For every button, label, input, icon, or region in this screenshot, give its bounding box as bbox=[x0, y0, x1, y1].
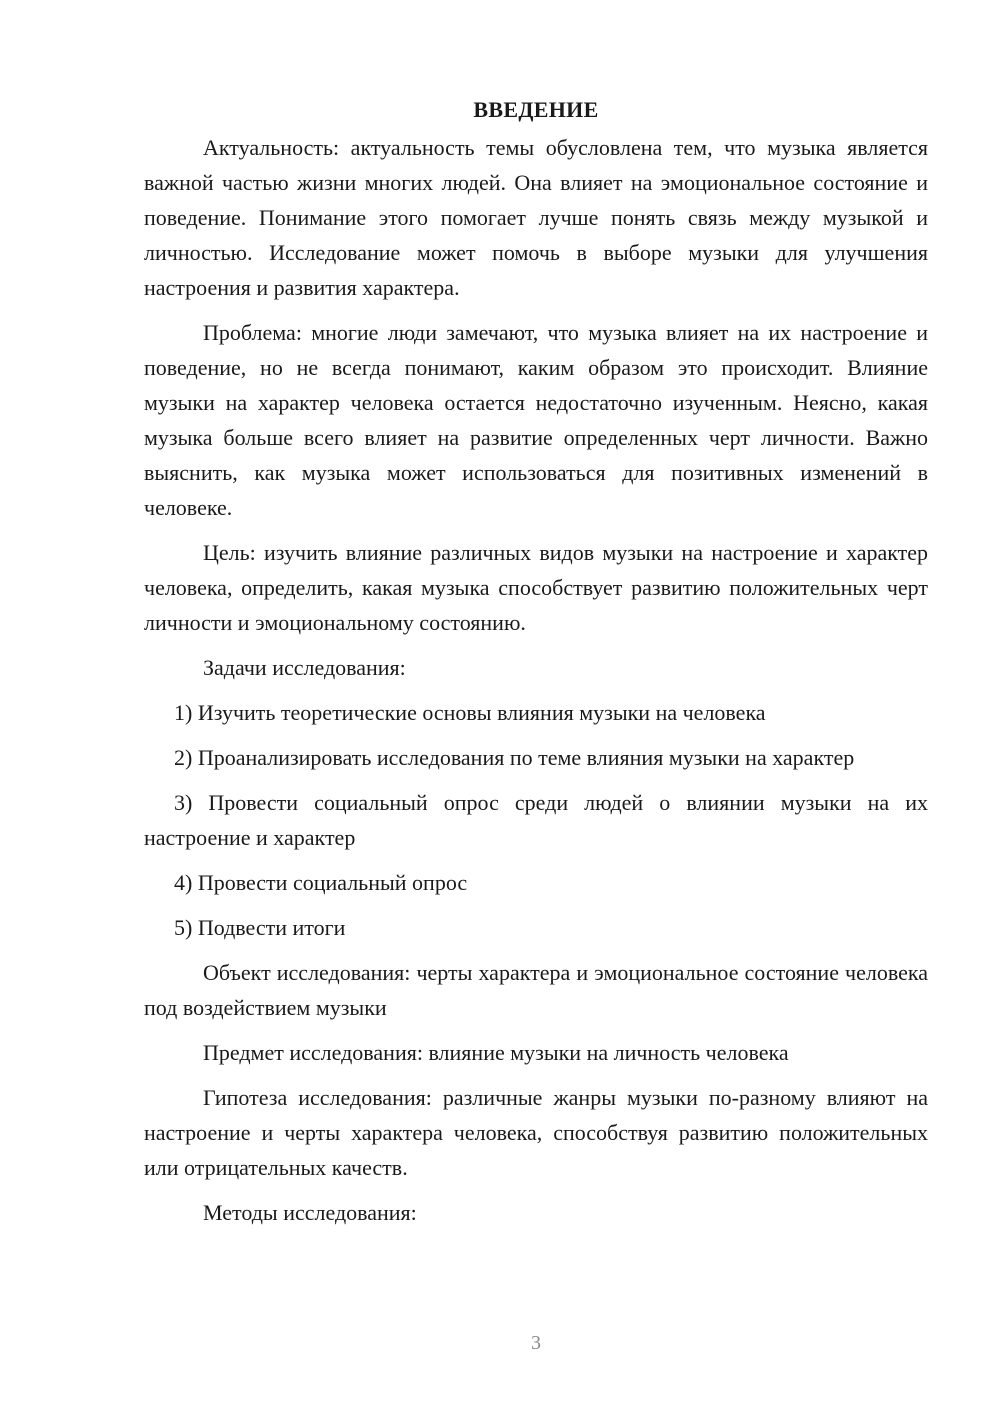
task-item-2: 2) Проанализировать исследования по теме влияния музыки на характер bbox=[174, 745, 855, 770]
paragraph-subject: Предмет исследования: влияние музыки на личность человека bbox=[203, 1040, 789, 1065]
paragraph-methods: Методы исследования: bbox=[203, 1200, 417, 1225]
paragraph-goal: Цель: изучить влияние различных видов музыки на настроение и характер человека, определить, какая музыка способствует развитию положительных черт личности и эмоциональному состоянию. bbox=[144, 540, 928, 635]
page-number: 3 bbox=[531, 1332, 541, 1354]
task-item-1: 1) Изучить теоретические основы влияния музыки на человека bbox=[174, 700, 766, 725]
paragraph-hypothesis: Гипотеза исследования: различные жанры музыки по-разному влияют на настроение и черты характера человека, способствуя развитию положительных или отрицательных качеств. bbox=[144, 1085, 928, 1180]
task-item-4: 4) Провести социальный опрос bbox=[174, 870, 468, 895]
paragraph-relevance: Актуальность: актуальность темы обусловлена тем, что музыка является важной частью жизни многих людей. Она влияет на эмоциональное состояние и поведение. Понимание этого помогает лучше понять связь между музыкой и личностью. Исследование может помочь в выборе музыки для улучшения настроения и развития характера. bbox=[144, 135, 928, 300]
task-item-3: 3) Провести социальный опрос среди людей о влиянии музыки на их настроение и характер bbox=[144, 790, 928, 850]
paragraph-object: Объект исследования: черты характера и эмоциональное состояние человека под воздействием музыки bbox=[144, 960, 928, 1020]
paragraph-tasks-heading: Задачи исследования: bbox=[203, 655, 406, 680]
paragraph-problem: Проблема: многие люди замечают, что музыка влияет на их настроение и поведение, но не всегда понимают, каким образом это происходит. Влияние музыки на характер человека остается недостаточно изученным. Неясно, какая музыка больше всего влияет на развитие определенных черт личности. Важно выяснить, как музыка может использоваться для позитивных изменений в человеке. bbox=[144, 320, 928, 520]
document-page bbox=[144, 94, 928, 1240]
page-title: ВВЕДЕНИЕ bbox=[473, 97, 599, 122]
task-item-5: 5) Подвести итоги bbox=[174, 915, 346, 940]
